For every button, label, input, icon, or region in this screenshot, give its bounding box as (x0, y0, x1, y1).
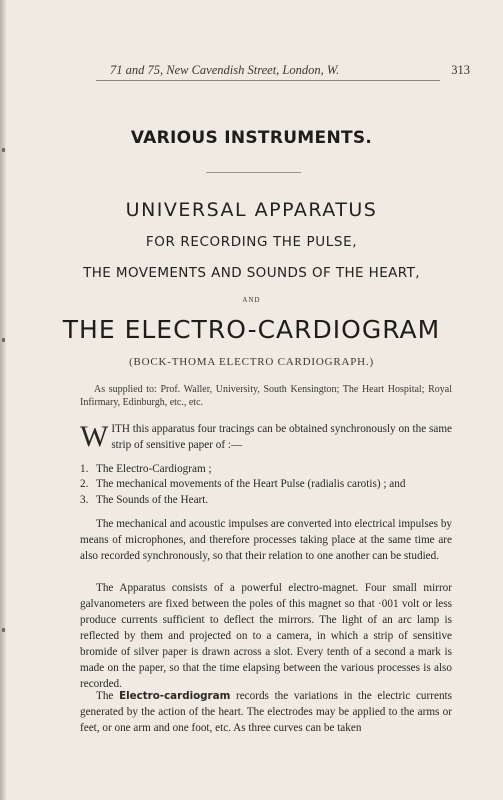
apparatus-paragraph: The Apparatus consists of a powerful electro-magnet. Four small mirror galvanometers are fixed between the poles of this magnet so that ·001 volt or less produce currents sufficient to deflect the mirrors. The light of an arc lamp is reflected by them and projected on to a camera, in which a strip of sensitive bromide of silver paper is drawn across a slot. Every tenth of a second a mark is made on the paper, so that the time elapsing between the various processes is also recorded. (80, 582, 452, 690)
intro-paragraph (80, 421, 452, 453)
heading-recording-pulse: FOR RECORDING THE PULSE, (145, 234, 358, 250)
page-number: 313 (451, 63, 470, 77)
section-divider (206, 172, 301, 173)
electro-cardiogram-paragraph (80, 688, 452, 736)
ecg-lead: The (96, 690, 114, 702)
heading-and: AND (242, 296, 261, 304)
heading-movements-sounds: THE MOVEMENTS AND SOUNDS OF THE HEART, (83, 265, 420, 281)
ecg-term: Electro-cardiogram (119, 690, 231, 702)
list-item (80, 476, 452, 492)
list-number: 3. (80, 494, 89, 506)
margin-mark (2, 148, 5, 152)
list-text: The mechanical movements of the Heart Pulse (radialis carotis) ; and (96, 478, 406, 490)
heading-subtitle: (BOCK-THOMA ELECTRO CARDIOGRAPH.) (129, 356, 374, 368)
heading-universal-apparatus: UNIVERSAL APPARATUS (125, 199, 378, 221)
list-item (80, 492, 452, 508)
drop-cap: W (80, 420, 109, 453)
supplied-note: As supplied to: Prof. Waller, University, South Kensington; The Heart Hospital; Royal Infirmary, Edinburgh, etc., etc. (80, 384, 452, 408)
header-rule (96, 80, 440, 81)
margin-mark (2, 628, 5, 632)
list-item (80, 461, 452, 477)
mechanical-paragraph: The mechanical and acoustic impulses are converted into electrical impulses by means of microphones, and therefore processes taking place at the same time are also recorded synchronously, so that their relation to one another can be studied. (80, 518, 453, 562)
list-number: 1. (80, 463, 89, 475)
intro-text: ITH this apparatus four tracings can be obtained synchronously on the same strip of sensitive paper of :— (111, 423, 452, 451)
ecg-text: records the variations in the electric currents generated by the action of the heart. The electrodes may be applied to the arms or feet, or one arm and one foot, etc. As three curves can be taken (80, 690, 453, 734)
section-title: VARIOUS INSTRUMENTS. (130, 128, 373, 148)
list-number: 2. (80, 478, 89, 490)
page-spine (0, 0, 6, 800)
list-text: The Sounds of the Heart. (96, 494, 209, 506)
running-head-address: 71 and 75, New Cavendish Street, London, W. (110, 63, 340, 77)
running-head (96, 63, 470, 81)
heading-electro-cardiogram: THE ELECTRO-CARDIOGRAM (62, 315, 441, 344)
list-text: The Electro-Cardiogram ; (96, 463, 212, 475)
